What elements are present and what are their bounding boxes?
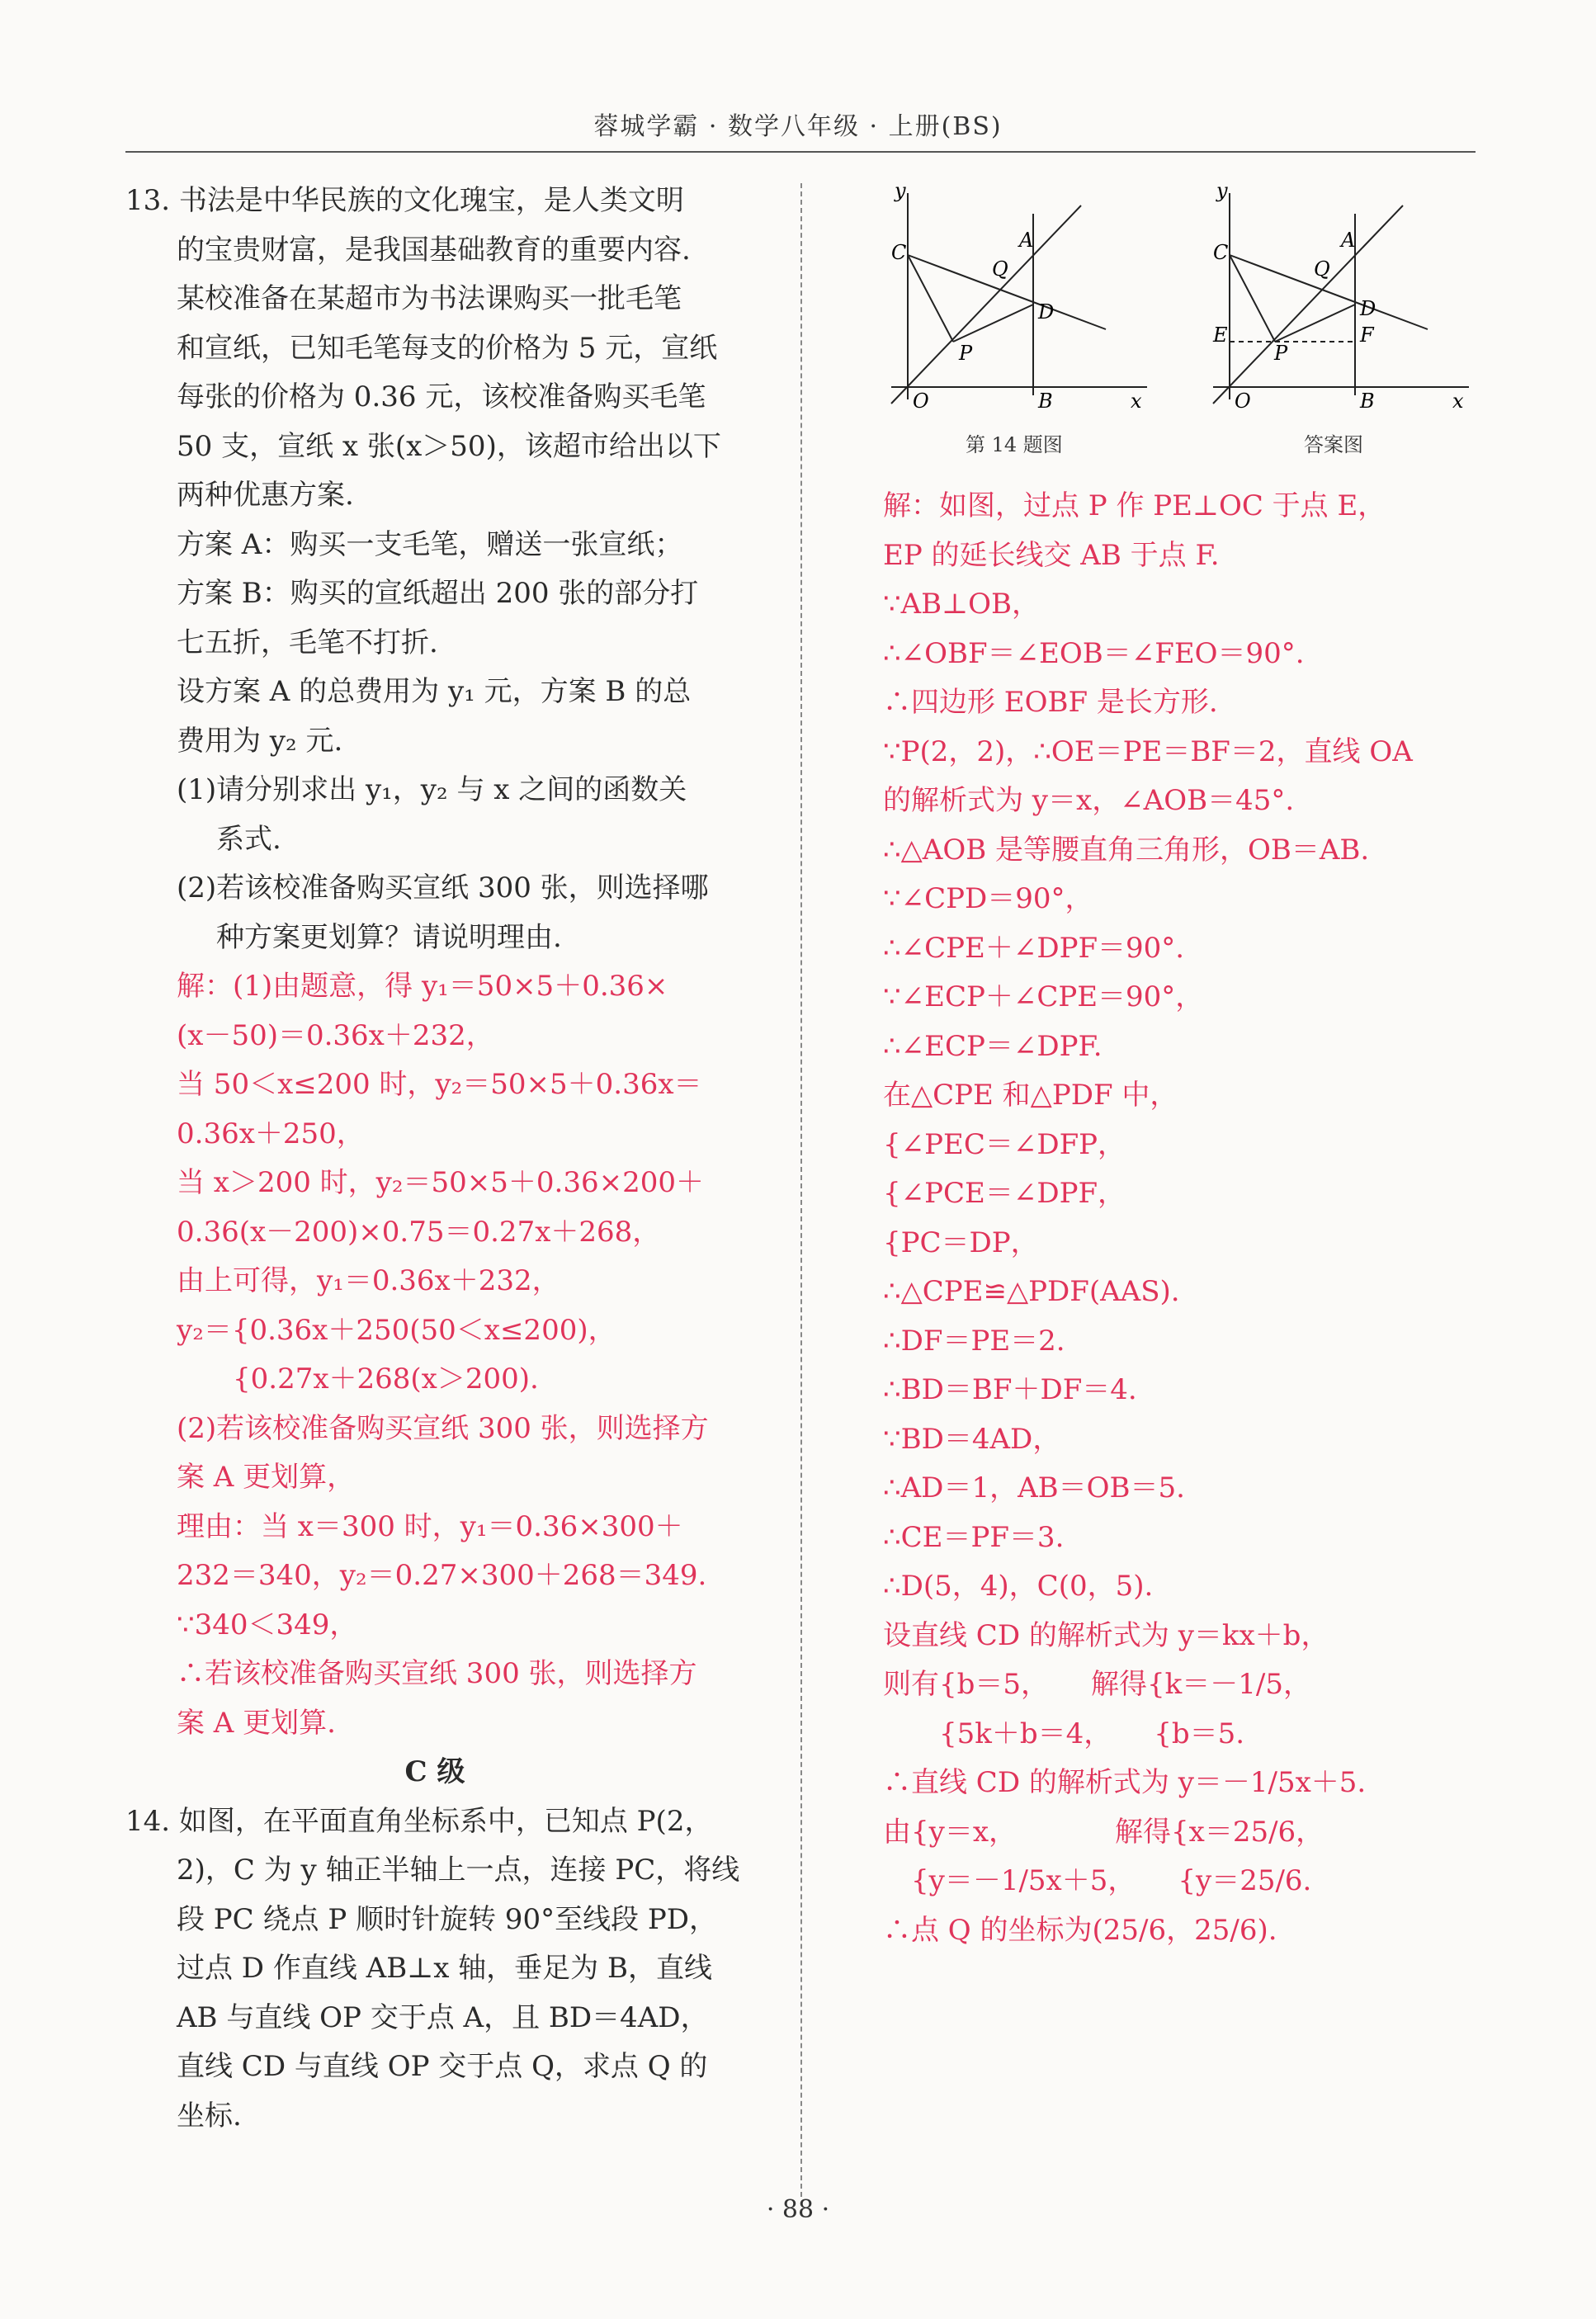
fig1-x-label: x xyxy=(1131,390,1142,413)
problem-line: (2)若该校准备购买宣纸 300 张，则选择哪 xyxy=(177,871,709,904)
problem-line: 两种优惠方案. xyxy=(177,479,354,512)
figure-14 xyxy=(883,177,1164,424)
solution-line: ∵∠CPD＝90°， xyxy=(883,882,1093,915)
solution-line: ∴若该校准备购买宣纸 300 张，则选择方 xyxy=(177,1657,697,1690)
fig2-y-label: y xyxy=(1216,179,1228,202)
solution-line: {PC＝DP， xyxy=(883,1226,1039,1259)
solution-line: {0.27x＋268(x＞200). xyxy=(177,1363,539,1396)
solution-line: 由{y＝x， 解得{x＝25/6， xyxy=(883,1815,1324,1849)
fig2-b-label: B xyxy=(1360,390,1375,413)
fig1-y-label: y xyxy=(895,179,906,202)
solution-line: ∴△AOB 是等腰直角三角形，OB＝AB. xyxy=(883,833,1370,867)
solution-line: 当 50＜x≤200 时，y₂＝50×5＋0.36x＝ xyxy=(177,1068,702,1101)
fig1-d-label: D xyxy=(1038,300,1055,324)
solution-line: 232＝340，y₂＝0.27×300＋268＝349. xyxy=(177,1559,707,1592)
solution-line: (x－50)＝0.36x＋232， xyxy=(177,1018,494,1052)
problem-line: 坐标. xyxy=(177,2099,242,2132)
problem-line: 的宝贵财富，是我国基础教育的重要内容. xyxy=(177,233,691,267)
solution-line: 理由：当 x＝300 时，y₁＝0.36×300＋ xyxy=(177,1509,683,1543)
problem-line: 七五折，毛笔不打折. xyxy=(177,626,438,659)
solution-line: 当 x＞200 时，y₂＝50×5＋0.36×200＋ xyxy=(177,1166,704,1199)
left-column xyxy=(125,177,777,2141)
solution-line: ∴CE＝PF＝3. xyxy=(883,1520,1065,1554)
solution-line: 设直线 CD 的解析式为 y＝kx＋b， xyxy=(883,1618,1329,1652)
solution-line: ∴DF＝PE＝2. xyxy=(883,1324,1065,1358)
solution-line: ∵BD＝4AD， xyxy=(883,1422,1061,1456)
figures xyxy=(883,177,1464,482)
problem-line: AB 与直线 OP 交于点 A，且 BD＝4AD， xyxy=(177,2000,709,2034)
solution-line: ∴∠ECP＝∠DPF. xyxy=(883,1029,1103,1063)
fig2-c-label: C xyxy=(1213,241,1229,264)
solution-line: ∵∠ECP＋∠CPE＝90°， xyxy=(883,980,1204,1013)
solution-line: ∴直线 CD 的解析式为 y＝－1/5x＋5. xyxy=(883,1766,1367,1799)
right-column xyxy=(883,177,1464,1955)
fig2-p-label: P xyxy=(1274,342,1288,365)
solution-line: 的解析式为 y＝x，∠AOB＝45°. xyxy=(883,784,1295,817)
column-divider xyxy=(800,183,802,2197)
solution-line: ∴AD＝1，AB＝OB＝5. xyxy=(883,1471,1185,1504)
page-header: 蓉城学霸 · 数学八年级 · 上册(BS) xyxy=(593,112,1003,141)
solution-line: 案 A 更划算， xyxy=(177,1461,356,1494)
solution-line: {∠PCE＝∠DPF， xyxy=(883,1177,1126,1210)
fig2-q-label: Q xyxy=(1314,257,1330,281)
problem-line: 方案 B：购买的宣纸超出 200 张的部分打 xyxy=(177,577,699,610)
solution-line: y₂＝{0.36x＋250(50＜x≤200)， xyxy=(177,1313,616,1347)
answer-figure-caption: 答案图 xyxy=(1304,433,1363,456)
header-rule xyxy=(125,151,1476,153)
solution-line: 案 A 更划算. xyxy=(177,1706,336,1740)
problem-line: 某校准备在某超市为书法课购买一批毛笔 xyxy=(177,282,682,315)
fig2-e-label: E xyxy=(1213,324,1228,347)
page-number: · 88 · xyxy=(766,2195,830,2224)
fig2-x-label: x xyxy=(1452,390,1464,413)
problem-line: 种方案更划算？请说明理由. xyxy=(216,920,562,954)
problem-line: 费用为 y₂ 元. xyxy=(177,724,343,758)
solution-line: 由上可得，y₁＝0.36x＋232， xyxy=(177,1264,560,1297)
problem-line: 过点 D 作直线 AB⊥x 轴，垂足为 B，直线 xyxy=(177,1952,712,1985)
problem-line: (1)请分别求出 y₁，y₂ 与 x 之间的函数关 xyxy=(177,773,687,806)
solution-line: 在△CPE 和△PDF 中， xyxy=(883,1079,1178,1112)
fig1-p-label: P xyxy=(959,342,973,365)
solution-14 xyxy=(883,482,1461,1955)
fig1-q-label: Q xyxy=(992,257,1008,281)
solution-line: 0.36(x－200)×0.75＝0.27x＋268， xyxy=(177,1215,661,1249)
solution-line: 0.36x＋250， xyxy=(177,1117,365,1150)
problem-line: 13. 书法是中华民族的文化瑰宝，是人类文明 xyxy=(125,184,684,217)
problem-line: 和宣纸，已知毛笔每支的价格为 5 元，宣纸 xyxy=(177,331,718,365)
solution-line: ∵AB⊥OB， xyxy=(883,588,1041,621)
answer-figure xyxy=(1205,177,1477,424)
fig2-o-label: O xyxy=(1235,390,1251,413)
solution-line: ∴∠OBF＝∠EOB＝∠FEO＝90°. xyxy=(883,636,1305,670)
solution-line: {5k＋b＝4， {b＝5. xyxy=(883,1717,1245,1750)
solution-line: ∵P(2，2)，∴OE＝PE＝BF＝2，直线 OA xyxy=(883,734,1413,768)
fig1-a-label: A xyxy=(1019,229,1034,252)
fig1-o-label: O xyxy=(913,390,929,413)
problem-line: 50 支，宣纸 x 张(x＞50)，该超市给出以下 xyxy=(177,429,721,463)
fig2-d-label: D xyxy=(1360,297,1376,320)
problem-line: 系式. xyxy=(216,822,281,856)
solution-line: ∴BD＝BF＋DF＝4. xyxy=(883,1373,1137,1406)
problem-line: 段 PC 绕点 P 顺时针旋转 90°至线段 PD， xyxy=(177,1902,718,1936)
solution-line: ∵340＜349， xyxy=(177,1608,358,1641)
figure-14-caption: 第 14 题图 xyxy=(966,433,1063,456)
solution-line: 解：如图，过点 P 作 PE⊥OC 于点 E， xyxy=(883,489,1386,522)
problem-line: 14. 如图，在平面直角坐标系中，已知点 P(2， xyxy=(125,1804,713,1838)
solution-line: ∴四边形 EOBF 是长方形. xyxy=(883,686,1218,719)
solution-line: {y＝－1/5x＋5， {y＝25/6. xyxy=(883,1864,1312,1897)
solution-line: EP 的延长线交 AB 于点 F. xyxy=(883,538,1220,572)
solution-line: ∴D(5，4)，C(0，5). xyxy=(883,1570,1154,1603)
problem-line: C 级 xyxy=(404,1755,465,1788)
problem-line: 2)，C 为 y 轴正半轴上一点，连接 PC，将线 xyxy=(177,1854,740,1887)
problem-line: 方案 A：购买一支毛笔，赠送一张宣纸； xyxy=(177,527,683,561)
solution-line: ∴点 Q 的坐标为(25/6，25/6). xyxy=(883,1913,1277,1947)
problem-line: 每张的价格为 0.36 元，该校准备购买毛笔 xyxy=(177,380,706,413)
problem-line: 设方案 A 的总费用为 y₁ 元，方案 B 的总 xyxy=(177,675,692,708)
solution-line: 解：(1)由题意，得 y₁＝50×5＋0.36× xyxy=(177,970,668,1003)
fig1-c-label: C xyxy=(891,241,907,264)
solution-line: ∴△CPE≌△PDF(AAS). xyxy=(883,1275,1180,1308)
solution-line: 则有{b＝5， 解得{k＝－1/5， xyxy=(883,1668,1311,1701)
fig2-f-label: F xyxy=(1360,324,1374,347)
fig2-a-label: A xyxy=(1341,229,1356,252)
solution-line: (2)若该校准备购买宣纸 300 张，则选择方 xyxy=(177,1411,709,1445)
solution-line: {∠PEC＝∠DFP， xyxy=(883,1127,1126,1161)
fig1-b-label: B xyxy=(1038,390,1053,413)
solution-line: ∴∠CPE＋∠DPF＝90°. xyxy=(883,931,1185,965)
problem-line: 直线 CD 与直线 OP 交于点 Q，求点 Q 的 xyxy=(177,2050,708,2083)
